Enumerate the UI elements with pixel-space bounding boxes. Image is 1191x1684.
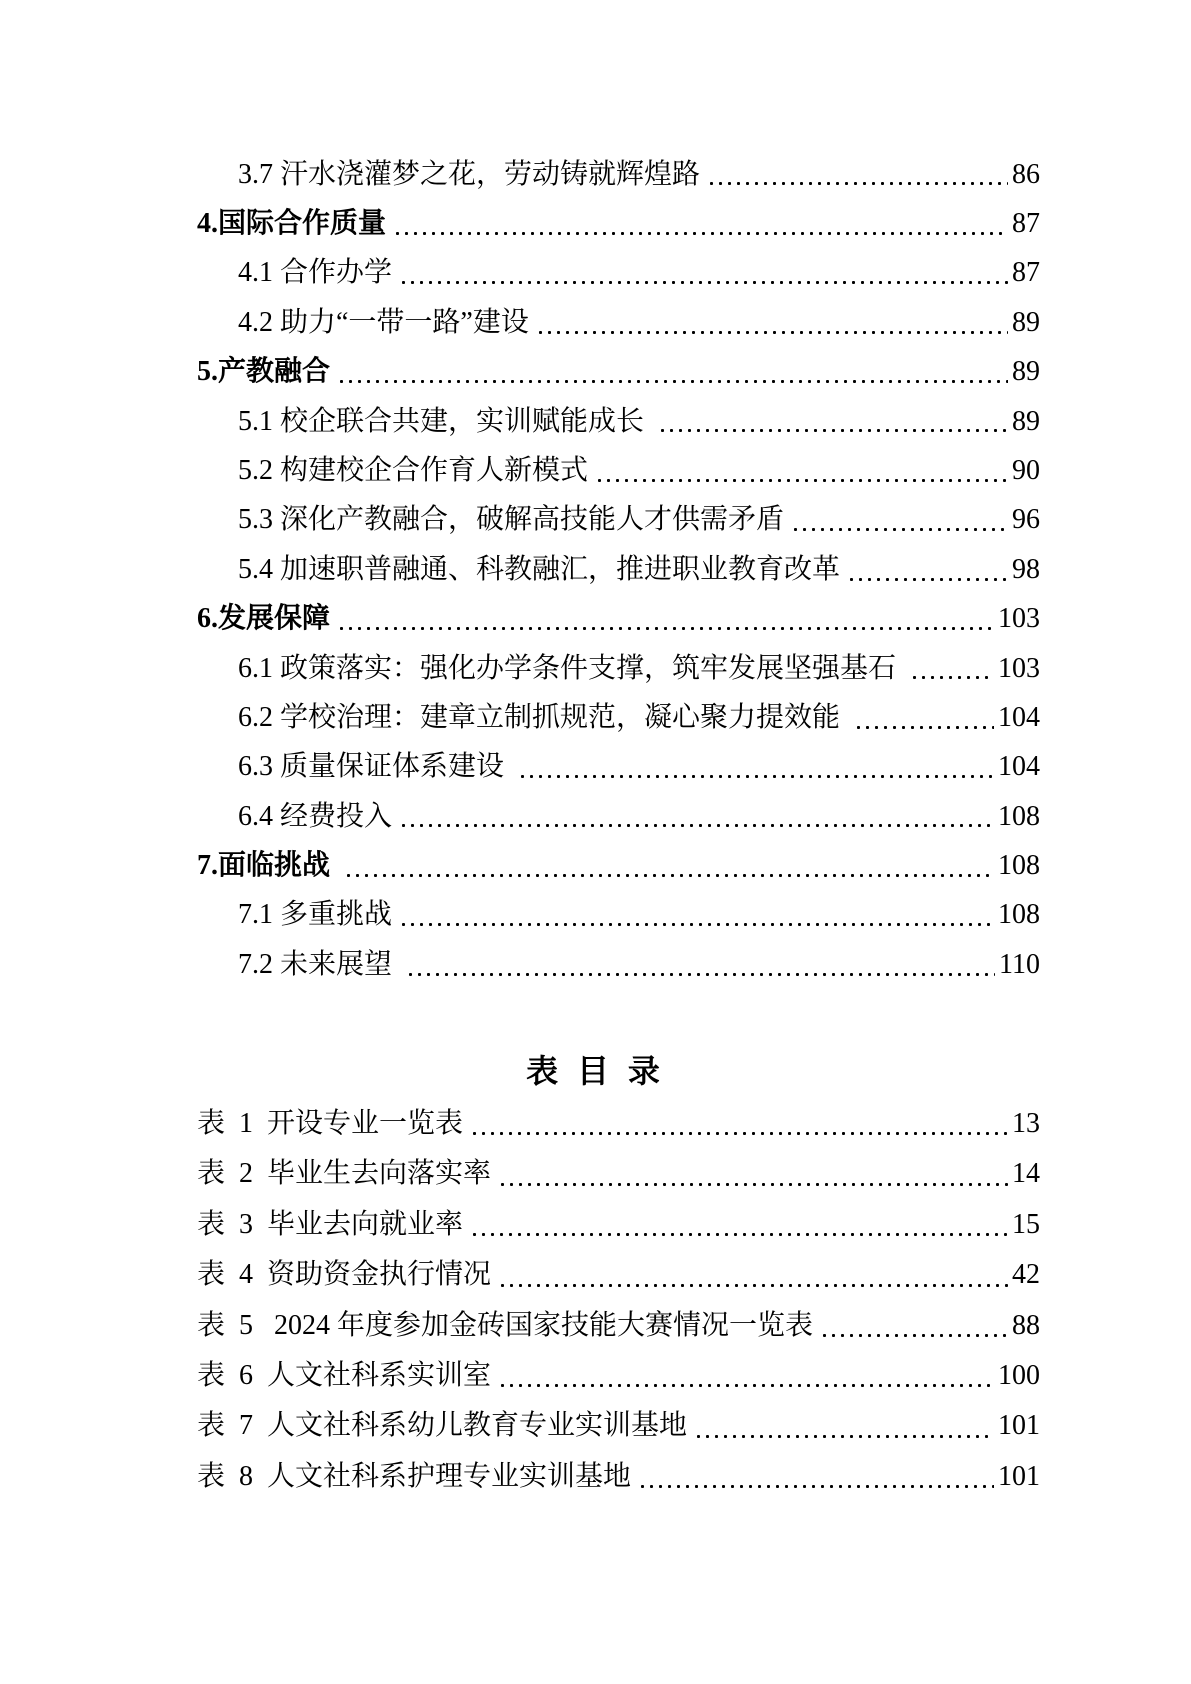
toc-entry-page: 87 xyxy=(1012,257,1040,289)
dot-leader xyxy=(337,595,994,644)
toc-entry-page: 13 xyxy=(1012,1108,1040,1140)
dot-leader xyxy=(470,1200,1008,1250)
toc-entry[interactable] xyxy=(197,199,1040,248)
toc-entry[interactable] xyxy=(197,348,1040,397)
dot-leader xyxy=(854,693,994,742)
toc-entry-label: 表 2 毕业生去向落实率 xyxy=(197,1158,492,1190)
toc-entry-page: 14 xyxy=(1012,1158,1040,1190)
dot-leader xyxy=(399,891,994,940)
table-toc-heading: 表 目 录 xyxy=(526,1053,665,1089)
toc-entry-page: 101 xyxy=(998,1460,1040,1492)
toc-entry-label: 6.4 经费投入 xyxy=(238,800,393,832)
table-toc-entry[interactable] xyxy=(197,1351,1040,1401)
dot-leader xyxy=(638,1452,994,1502)
toc-entry[interactable] xyxy=(197,545,1040,594)
toc-entry-label: 4.2 助力“一带一路”建设 xyxy=(238,306,529,338)
toc-entry-label: 6.2 学校治理：建章立制抓规范，凝心聚力提效能 xyxy=(238,701,848,733)
toc-entry[interactable] xyxy=(197,249,1040,298)
toc-entry[interactable] xyxy=(197,496,1040,545)
dot-leader xyxy=(498,1250,1008,1300)
table-toc-entry[interactable] xyxy=(197,1149,1040,1199)
main-toc xyxy=(197,150,1040,990)
toc-entry-page: 101 xyxy=(998,1410,1040,1442)
toc-entry-page: 86 xyxy=(1012,158,1040,190)
dot-leader xyxy=(820,1301,1008,1351)
toc-entry-page: 103 xyxy=(998,652,1040,684)
toc-entry-page: 108 xyxy=(998,800,1040,832)
toc-entry[interactable] xyxy=(197,595,1040,644)
dot-leader xyxy=(337,348,1008,397)
dot-leader xyxy=(498,1351,994,1401)
dot-leader xyxy=(399,249,1008,298)
dot-leader xyxy=(658,397,1008,446)
toc-entry-page: 108 xyxy=(998,850,1040,882)
dot-leader xyxy=(536,298,1008,347)
toc-entry[interactable] xyxy=(197,743,1040,792)
table-toc-entry[interactable] xyxy=(197,1200,1040,1250)
table-toc-entry[interactable] xyxy=(197,1099,1040,1149)
toc-entry-page: 42 xyxy=(1012,1259,1040,1291)
toc-entry-label: 表 1 开设专业一览表 xyxy=(197,1108,464,1140)
toc-entry-label: 5.1 校企联合共建，实训赋能成长 xyxy=(238,405,652,437)
dot-leader xyxy=(694,1401,994,1451)
toc-entry-label: 6.发展保障 xyxy=(197,603,331,635)
dot-leader xyxy=(910,644,994,693)
toc-entry-label: 表 6 人文社科系实训室 xyxy=(197,1360,492,1392)
toc-entry[interactable] xyxy=(197,298,1040,347)
toc-entry[interactable] xyxy=(197,940,1040,989)
dot-leader xyxy=(470,1099,1008,1149)
toc-entry[interactable] xyxy=(197,841,1040,890)
toc-entry[interactable] xyxy=(197,446,1040,495)
toc-entry-page: 89 xyxy=(1012,356,1040,388)
table-toc-entry[interactable] xyxy=(197,1401,1040,1451)
toc-entry-label: 5.3 深化产教融合，破解高技能人才供需矛盾 xyxy=(238,504,785,536)
toc-entry-page: 104 xyxy=(998,701,1040,733)
toc-entry-label: 3.7 汗水浇灌梦之花，劳动铸就辉煌路 xyxy=(238,158,701,190)
toc-entry[interactable] xyxy=(197,150,1040,199)
toc-entry-page: 15 xyxy=(1012,1208,1040,1240)
dot-leader xyxy=(406,940,995,989)
toc-entry-label: 4.1 合作办学 xyxy=(238,257,393,289)
toc-entry-page: 88 xyxy=(1012,1309,1040,1341)
toc-entry[interactable] xyxy=(197,693,1040,742)
dot-leader xyxy=(707,150,1008,199)
dot-leader xyxy=(791,496,1008,545)
toc-entry[interactable] xyxy=(197,891,1040,940)
table-toc-list xyxy=(197,1099,1040,1502)
toc-entry-label: 6.3 质量保证体系建设 xyxy=(238,751,512,783)
toc-entry-page: 96 xyxy=(1012,504,1040,536)
toc-entry-label: 表 4 资助资金执行情况 xyxy=(197,1259,492,1291)
table-toc-entry[interactable] xyxy=(197,1301,1040,1351)
toc-entry[interactable] xyxy=(197,397,1040,446)
table-toc-entry[interactable] xyxy=(197,1250,1040,1300)
toc-entry-label: 表 7 人文社科系幼儿教育专业实训基地 xyxy=(197,1410,688,1442)
toc-entry[interactable] xyxy=(197,792,1040,841)
toc-entry-page: 89 xyxy=(1012,306,1040,338)
dot-leader xyxy=(847,545,1008,594)
toc-entry-page: 87 xyxy=(1012,207,1040,239)
dot-leader xyxy=(498,1149,1008,1199)
table-toc-entry[interactable] xyxy=(197,1452,1040,1502)
dot-leader xyxy=(595,446,1008,495)
toc-entry-page: 90 xyxy=(1012,454,1040,486)
dot-leader xyxy=(518,743,994,792)
toc-entry-page: 103 xyxy=(998,603,1040,635)
toc-entry-page: 89 xyxy=(1012,405,1040,437)
toc-entry-page: 104 xyxy=(998,751,1040,783)
toc-entry-page: 100 xyxy=(998,1360,1040,1392)
dot-leader xyxy=(399,792,994,841)
toc-entry-label: 7.1 多重挑战 xyxy=(238,899,393,931)
toc-entry-label: 5.产教融合 xyxy=(197,356,331,388)
toc-entry-label: 5.4 加速职普融通、科教融汇，推进职业教育改革 xyxy=(238,553,841,585)
toc-entry-page: 108 xyxy=(998,899,1040,931)
toc-entry-page: 110 xyxy=(999,948,1040,980)
toc-entry-label: 5.2 构建校企合作育人新模式 xyxy=(238,454,589,486)
toc-entry-label: 7.2 未来展望 xyxy=(238,948,400,980)
toc-entry-label: 表 8 人文社科系护理专业实训基地 xyxy=(197,1460,632,1492)
toc-entry-page: 98 xyxy=(1012,553,1040,585)
toc-entry-label: 表 5 2024 年度参加金砖国家技能大赛情况一览表 xyxy=(197,1309,814,1341)
toc-entry-label: 7.面临挑战 xyxy=(197,850,338,882)
toc-entry-label: 表 3 毕业去向就业率 xyxy=(197,1208,464,1240)
dot-leader xyxy=(344,841,994,890)
toc-entry-label: 4.国际合作质量 xyxy=(197,207,387,239)
toc-entry[interactable] xyxy=(197,644,1040,693)
dot-leader xyxy=(393,199,1008,248)
toc-entry-label: 6.1 政策落实：强化办学条件支撑，筑牢发展坚强基石 xyxy=(238,652,904,684)
